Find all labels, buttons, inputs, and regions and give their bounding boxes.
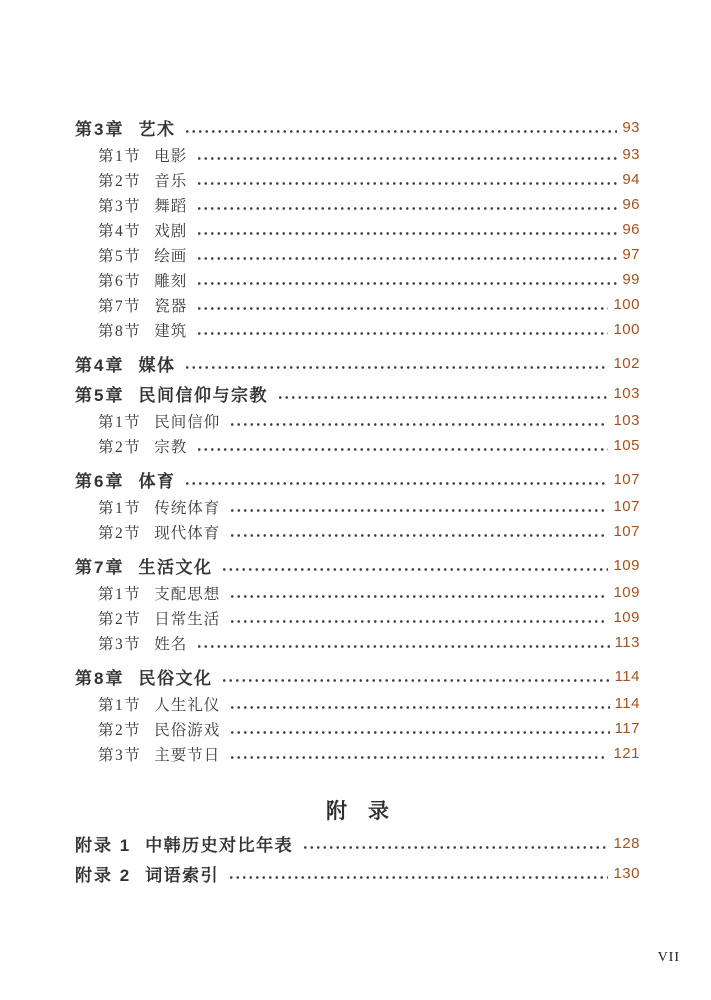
chapter-label: 第7章 (75, 557, 125, 577)
section-label: 第1节 (98, 499, 142, 517)
section-label: 第4节 (98, 222, 142, 240)
section-label: 第3节 (98, 635, 142, 653)
section-title: 传统体育 (154, 499, 221, 517)
section-title: 姓名 (154, 635, 188, 653)
section-label: 第8节 (98, 322, 142, 340)
page-number: 128 (613, 834, 640, 852)
page-number: 103 (613, 384, 640, 402)
toc-section-row (75, 519, 640, 544)
section-label: 第1节 (98, 696, 142, 714)
dot-leader (196, 433, 608, 458)
dot-leader (229, 408, 608, 433)
dot-leader (221, 661, 609, 691)
section-label: 第3节 (98, 197, 142, 215)
section-title: 雕刻 (154, 272, 188, 290)
toc-section-row (75, 494, 640, 519)
dot-leader (184, 348, 608, 378)
toc-section-row (75, 433, 640, 458)
section-label: 第5节 (98, 247, 142, 265)
appendix-heading: 附 录 (326, 798, 389, 823)
section-label: 第2节 (98, 610, 142, 628)
page-number: 102 (613, 354, 640, 372)
toc-section-row (75, 292, 640, 317)
section-label: 第6节 (98, 272, 142, 290)
toc-section-row (75, 142, 640, 167)
section-label: 第2节 (98, 438, 142, 456)
dot-leader (196, 192, 617, 217)
chapter-title: 生活文化 (138, 557, 213, 577)
chapter-label: 第6章 (75, 471, 125, 491)
appendix-label: 附录 2 (75, 865, 132, 885)
dot-leader (228, 858, 608, 888)
dot-leader (184, 464, 608, 494)
toc-chapter-row (75, 661, 640, 691)
page-number: 100 (613, 321, 640, 338)
page-number: 105 (613, 437, 640, 454)
page-number: 114 (614, 667, 640, 685)
section-title: 绘画 (154, 247, 188, 265)
page-number: 96 (622, 221, 640, 238)
page-number: 117 (614, 720, 640, 737)
dot-leader (229, 716, 609, 741)
dot-leader (196, 142, 617, 167)
section-title: 人生礼仪 (154, 696, 221, 714)
toc-section-row (75, 741, 640, 766)
toc-chapter-row (75, 112, 640, 142)
toc-chapter-row (75, 378, 640, 408)
dot-leader (229, 519, 608, 544)
section-label: 第3节 (98, 746, 142, 764)
dot-leader (229, 494, 608, 519)
section-title: 民间信仰 (154, 413, 221, 431)
chapter-title: 艺术 (138, 119, 176, 139)
dot-leader (229, 741, 608, 766)
page-number: 99 (622, 271, 640, 288)
section-label: 第2节 (98, 721, 142, 739)
chapter-title: 体育 (138, 471, 176, 491)
section-title: 现代体育 (154, 524, 221, 542)
section-title: 民俗游戏 (154, 721, 221, 739)
section-title: 主要节日 (154, 746, 221, 764)
page-number: 109 (613, 584, 640, 601)
section-label: 第1节 (98, 413, 142, 431)
toc-section-row (75, 267, 640, 292)
dot-leader (196, 317, 608, 342)
section-title: 日常生活 (154, 610, 221, 628)
toc-section-row (75, 217, 640, 242)
section-title: 戏剧 (154, 222, 188, 240)
page-number: 114 (614, 695, 640, 712)
page-number: 121 (613, 745, 640, 762)
chapter-label: 第5章 (75, 385, 125, 405)
appendix-label: 附录 1 (75, 835, 132, 855)
section-label: 第1节 (98, 585, 142, 603)
folio-page-number: VII (657, 950, 680, 965)
page-number: 107 (613, 523, 640, 540)
section-label: 第2节 (98, 524, 142, 542)
section-title: 宗教 (154, 438, 188, 456)
appendix-row (75, 858, 640, 888)
section-title: 舞蹈 (154, 197, 188, 215)
toc-section-row (75, 605, 640, 630)
toc-chapter-row (75, 464, 640, 494)
toc-section-row (75, 691, 640, 716)
page-number: 100 (613, 296, 640, 313)
page-number: 107 (613, 498, 640, 515)
dot-leader (196, 242, 617, 267)
page-number: 96 (622, 196, 640, 213)
toc-section-row (75, 580, 640, 605)
page-number: 130 (613, 864, 640, 882)
appendix-title: 中韩历史对比年表 (145, 835, 294, 855)
toc-chapter-row (75, 550, 640, 580)
dot-leader (221, 550, 608, 580)
dot-leader (229, 580, 608, 605)
appendix-row (75, 828, 640, 858)
toc-section-row (75, 716, 640, 741)
toc-section-row (75, 167, 640, 192)
chapter-title: 民俗文化 (138, 668, 213, 688)
dot-leader (196, 292, 608, 317)
dot-leader (196, 217, 617, 242)
page-number: 109 (613, 609, 640, 626)
toc-section-row (75, 630, 640, 655)
section-title: 支配思想 (154, 585, 221, 603)
page-number: 113 (614, 634, 640, 651)
page-number: 107 (613, 470, 640, 488)
dot-leader (184, 112, 617, 142)
chapter-title: 民间信仰与宗教 (138, 385, 268, 405)
toc-chapter-row (75, 348, 640, 378)
chapter-title: 媒体 (138, 355, 176, 375)
section-title: 电影 (154, 147, 188, 165)
chapter-label: 第4章 (75, 355, 125, 375)
page-number: 97 (622, 246, 640, 263)
section-title: 建筑 (154, 322, 188, 340)
page-number: 109 (613, 556, 640, 574)
section-title: 音乐 (154, 172, 188, 190)
dot-leader (229, 691, 609, 716)
toc-section-row (75, 408, 640, 433)
dot-leader (302, 828, 608, 858)
page-number: 93 (622, 118, 640, 136)
dot-leader (196, 630, 609, 655)
toc-section-row (75, 317, 640, 342)
section-label: 第7节 (98, 297, 142, 315)
page-number: 103 (613, 412, 640, 429)
chapter-label: 第8章 (75, 668, 125, 688)
section-label: 第2节 (98, 172, 142, 190)
appendix-title: 词语索引 (145, 865, 220, 885)
page-number: 94 (622, 171, 640, 188)
section-title: 瓷器 (154, 297, 188, 315)
page-number: 93 (622, 146, 640, 163)
toc-section-row (75, 192, 640, 217)
dot-leader (196, 267, 617, 292)
chapter-label: 第3章 (75, 119, 125, 139)
section-label: 第1节 (98, 147, 142, 165)
dot-leader (196, 167, 617, 192)
dot-leader (229, 605, 608, 630)
toc-section-row (75, 242, 640, 267)
dot-leader (277, 378, 609, 408)
